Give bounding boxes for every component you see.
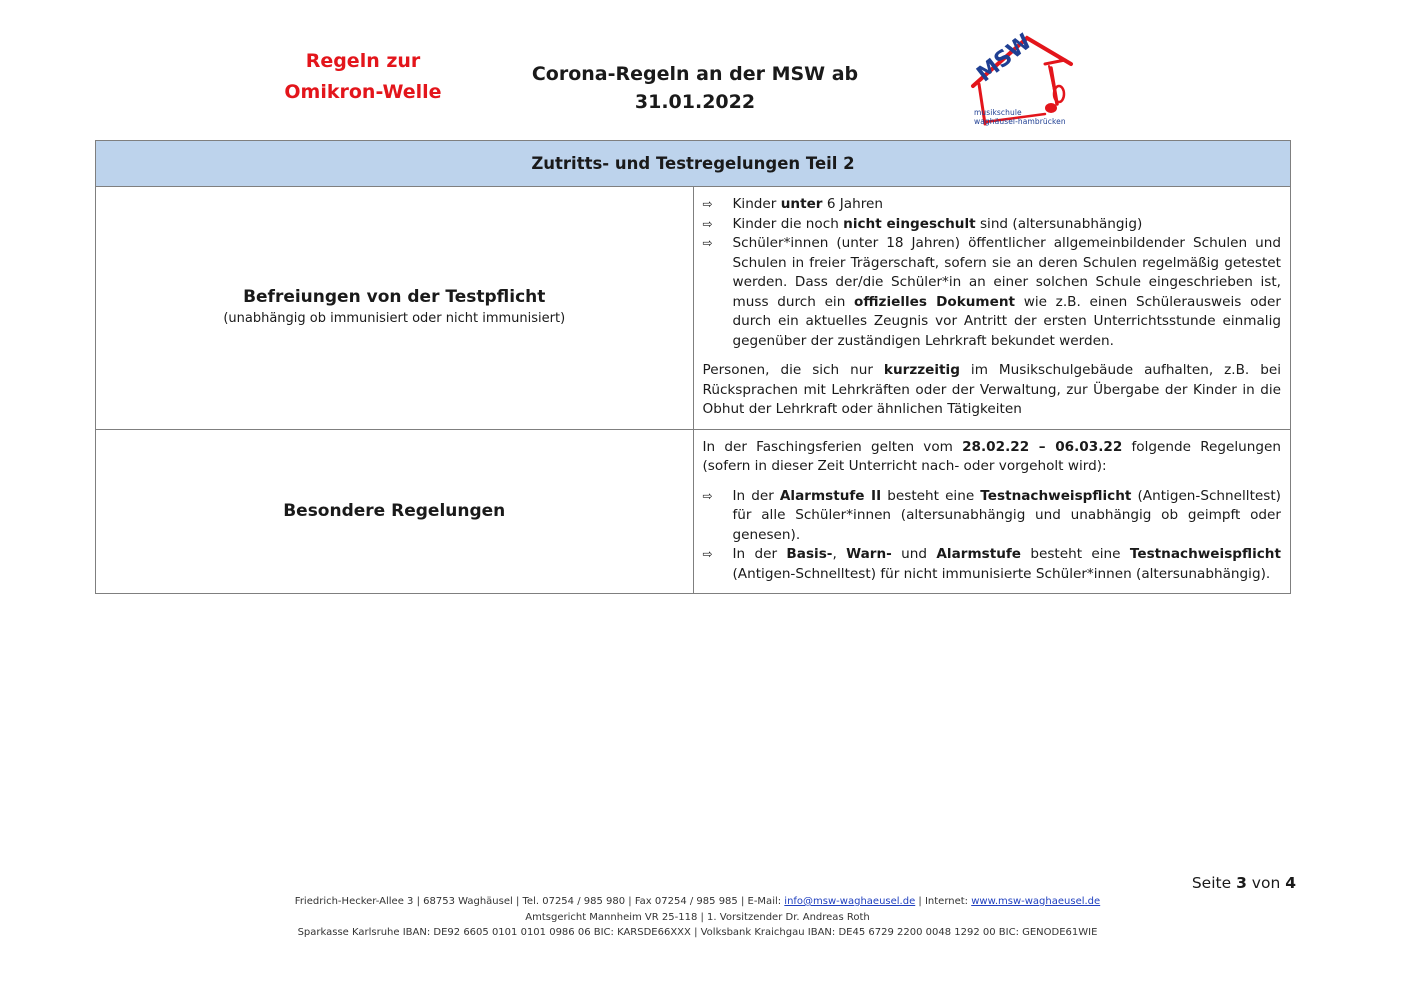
omikron-rules-title — [272, 46, 454, 108]
table-row — [96, 429, 1291, 594]
exemptions-title: Befreiungen von der Testpflicht — [243, 287, 546, 308]
special-rules-list — [703, 487, 1282, 585]
svg-text:MSW: MSW — [972, 29, 1037, 88]
list-item: ⇨ In der Basis-, Warn- und Alarmstufe besteht eine Testnachweispflicht (Antigen-Schnelltest) für nicht immunisierte Schüler*innen (altersunabhängig). — [702, 546, 1281, 582]
email-link[interactable]: info@msw-waghaeusel.de — [784, 896, 916, 907]
arrow-right-icon: ⇨ — [702, 236, 713, 250]
table-row — [96, 187, 1291, 430]
website-link[interactable]: www.msw-waghaeusel.de — [971, 896, 1101, 907]
arrow-right-icon: ⇨ — [702, 197, 713, 211]
short-stay-paragraph: Personen, die sich nur kurzzeitig im Musikschulgebäude aufhalten, z.B. bei Rücksprachen mit Lehrkräften oder der Verwaltung, zur Übergabe der Kinder in die Obhut der Lehrkraft oder ähnlichen Tätigkeiten — [702, 362, 1281, 417]
arrow-right-icon: ⇨ — [702, 547, 713, 561]
exemptions-content — [693, 187, 1291, 430]
rules-table — [95, 140, 1291, 594]
carnival-intro: In der Faschingsferien gelten vom 28.02.22 – 06.03.22 folgende Regelungen (sofern in dieser Zeit Unterricht nach- oder vorgeholt wird): — [702, 438, 1281, 474]
special-rules-content — [693, 429, 1291, 594]
footer-register-line: Amtsgericht Mannheim VR 25-118 | 1. Vorsitzender Dr. Andreas Roth — [525, 911, 870, 923]
arrow-right-icon: ⇨ — [702, 488, 713, 503]
list-item: ⇨ Kinder die noch nicht eingeschult sind (altersunabhängig) — [703, 215, 1282, 235]
page-title: Corona-Regeln an der MSW ab 31.01.2022 — [531, 63, 859, 113]
logo-subtitle: musikschule waghäusel-hambrücken — [974, 108, 1066, 126]
rules-title-line1: Regeln zur — [305, 50, 421, 72]
table-heading-row — [96, 141, 1291, 187]
list-item: ⇨ In der Alarmstufe II besteht eine Testnachweispflicht (Antigen-Schnelltest) für alle Schüler*innen (altersunabhängig und unabhängig ob geimpft oder genesen). — [702, 487, 1281, 543]
footer-contact-line: Friedrich-Hecker-Allee 3 | 68753 Waghäusel | Tel. 07254 / 985 980 | Fax 07254 / 985 985 | E-Mail: info@msw-waghaeusel.de | Internet: www.msw-waghaeusel.de — [294, 896, 1101, 907]
page-number: Seite 3 von 4 — [1191, 874, 1296, 892]
footer — [200, 894, 1195, 941]
list-item: ⇨ Kinder unter 6 Jahren — [703, 195, 1282, 215]
section-heading: Zutritts- und Testregelungen Teil 2 — [96, 141, 1291, 187]
exemptions-subtitle: (unabhängig ob immunisiert oder nicht immunisiert) — [223, 311, 566, 327]
special-rules-title: Besondere Regelungen — [283, 500, 506, 521]
row-label-exemptions — [96, 187, 694, 430]
row-label-special-rules — [96, 429, 694, 594]
exemptions-list — [703, 195, 1282, 351]
arrow-right-icon: ⇨ — [702, 216, 713, 231]
list-item: ⇨ Schüler*innen (unter 18 Jahren) öffentlicher allgemeinbildender Schulen und Schulen in freier Trägerschaft, sofern sie an deren Schulen regelmäßig getestet werden. Dass der/die Schüler*in an einer solchen Schule eingeschrieben ist, muss durch ein offizielles Dokument wie z.B. einen Schülerausweis oder durch ein aktuelles Zeugnis vor Antritt der ersten Unterrichtsstunde einmalig gegenüber der zuständigen Lehrkraft bekundet werden. — [702, 235, 1281, 349]
rules-title-line2: Omikron-Welle — [284, 81, 442, 103]
footer-bank-line: Sparkasse Karlsruhe IBAN: DE92 6605 0101 0101 0986 06 BIC: KARSDE66XXX | Volksbank Kraichgau IBAN: DE45 6729 2200 0048 1292 00 BIC: GENODE61WIE — [297, 927, 1098, 938]
